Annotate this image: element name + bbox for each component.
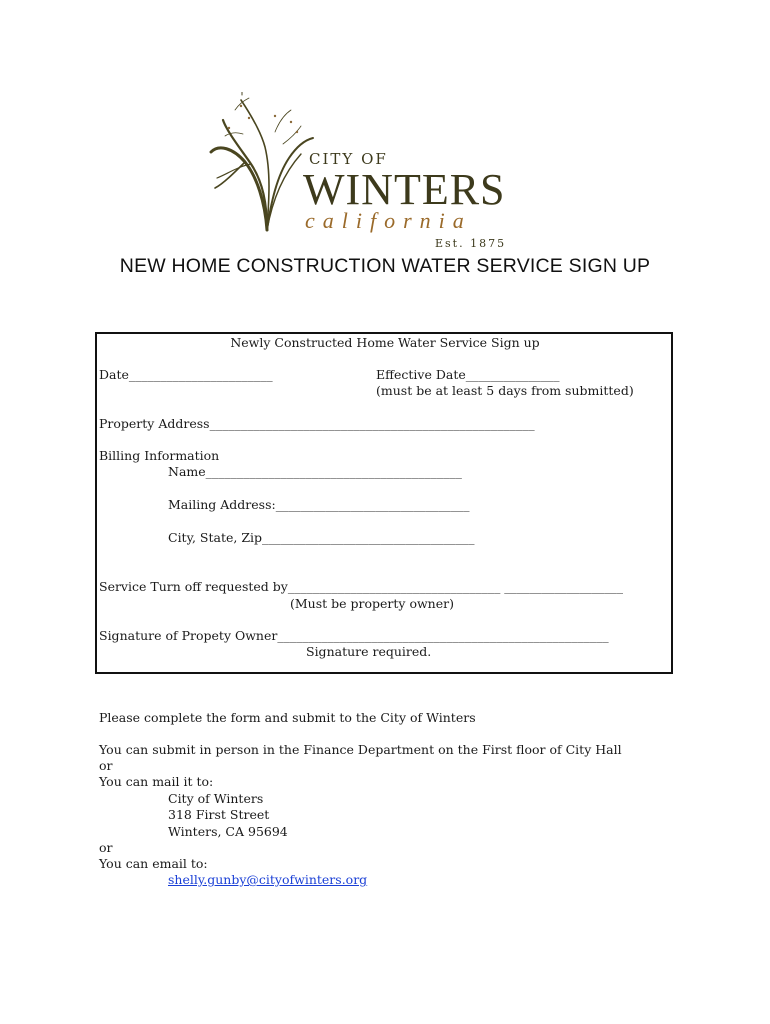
signature-field[interactable]: Signature of Propety Owner_____________________________________________________ [99, 628, 609, 643]
instructions-or-1: or [99, 758, 113, 773]
signature-note: Signature required. [306, 644, 432, 659]
mail-address-line-1: City of Winters [168, 791, 264, 806]
logo-california: california [305, 208, 472, 233]
mail-address-line-2: 318 First Street [168, 807, 270, 822]
mailing-address-field[interactable]: Mailing Address:_______________________________ [168, 497, 470, 512]
form-heading: Newly Constructed Home Water Service Sign up [230, 335, 540, 350]
property-address-field[interactable]: Property Address____________________________________________________ [99, 416, 535, 431]
logo-established: Est. 1875 [435, 237, 507, 250]
service-turnoff-field[interactable]: Service Turn off requested by__________________________________ ___________________ [99, 579, 624, 594]
effective-date-field[interactable]: Effective Date_______________ [376, 367, 560, 382]
instructions-email-intro: You can email to: [99, 856, 208, 871]
email-link[interactable]: shelly.gunby@cityofwinters.org [168, 872, 368, 887]
instructions-intro: Please complete the form and submit to the City of Winters [99, 710, 476, 725]
effective-date-note: (must be at least 5 days from submitted) [376, 383, 634, 398]
instructions-in-person: You can submit in person in the Finance Department on the First floor of City Hall [99, 742, 622, 757]
mail-address-line-3: Winters, CA 95694 [168, 824, 288, 839]
billing-name-field[interactable]: Name_________________________________________ [168, 464, 462, 479]
logo-winters: WINTERS [303, 165, 506, 214]
date-field[interactable]: Date_______________________ [99, 367, 273, 382]
page-title: NEW HOME CONSTRUCTION WATER SERVICE SIGN UP [119, 255, 651, 277]
service-turnoff-note: (Must be property owner) [290, 596, 454, 611]
billing-info-label: Billing Information [99, 448, 220, 463]
city-state-zip-field[interactable]: City, State, Zip__________________________________ [168, 530, 475, 545]
instructions-or-2: or [99, 840, 113, 855]
city-of-winters-logo [205, 92, 515, 252]
instructions-mail-intro: You can mail it to: [99, 774, 214, 789]
logo-city-of: CITY OF [309, 150, 388, 168]
